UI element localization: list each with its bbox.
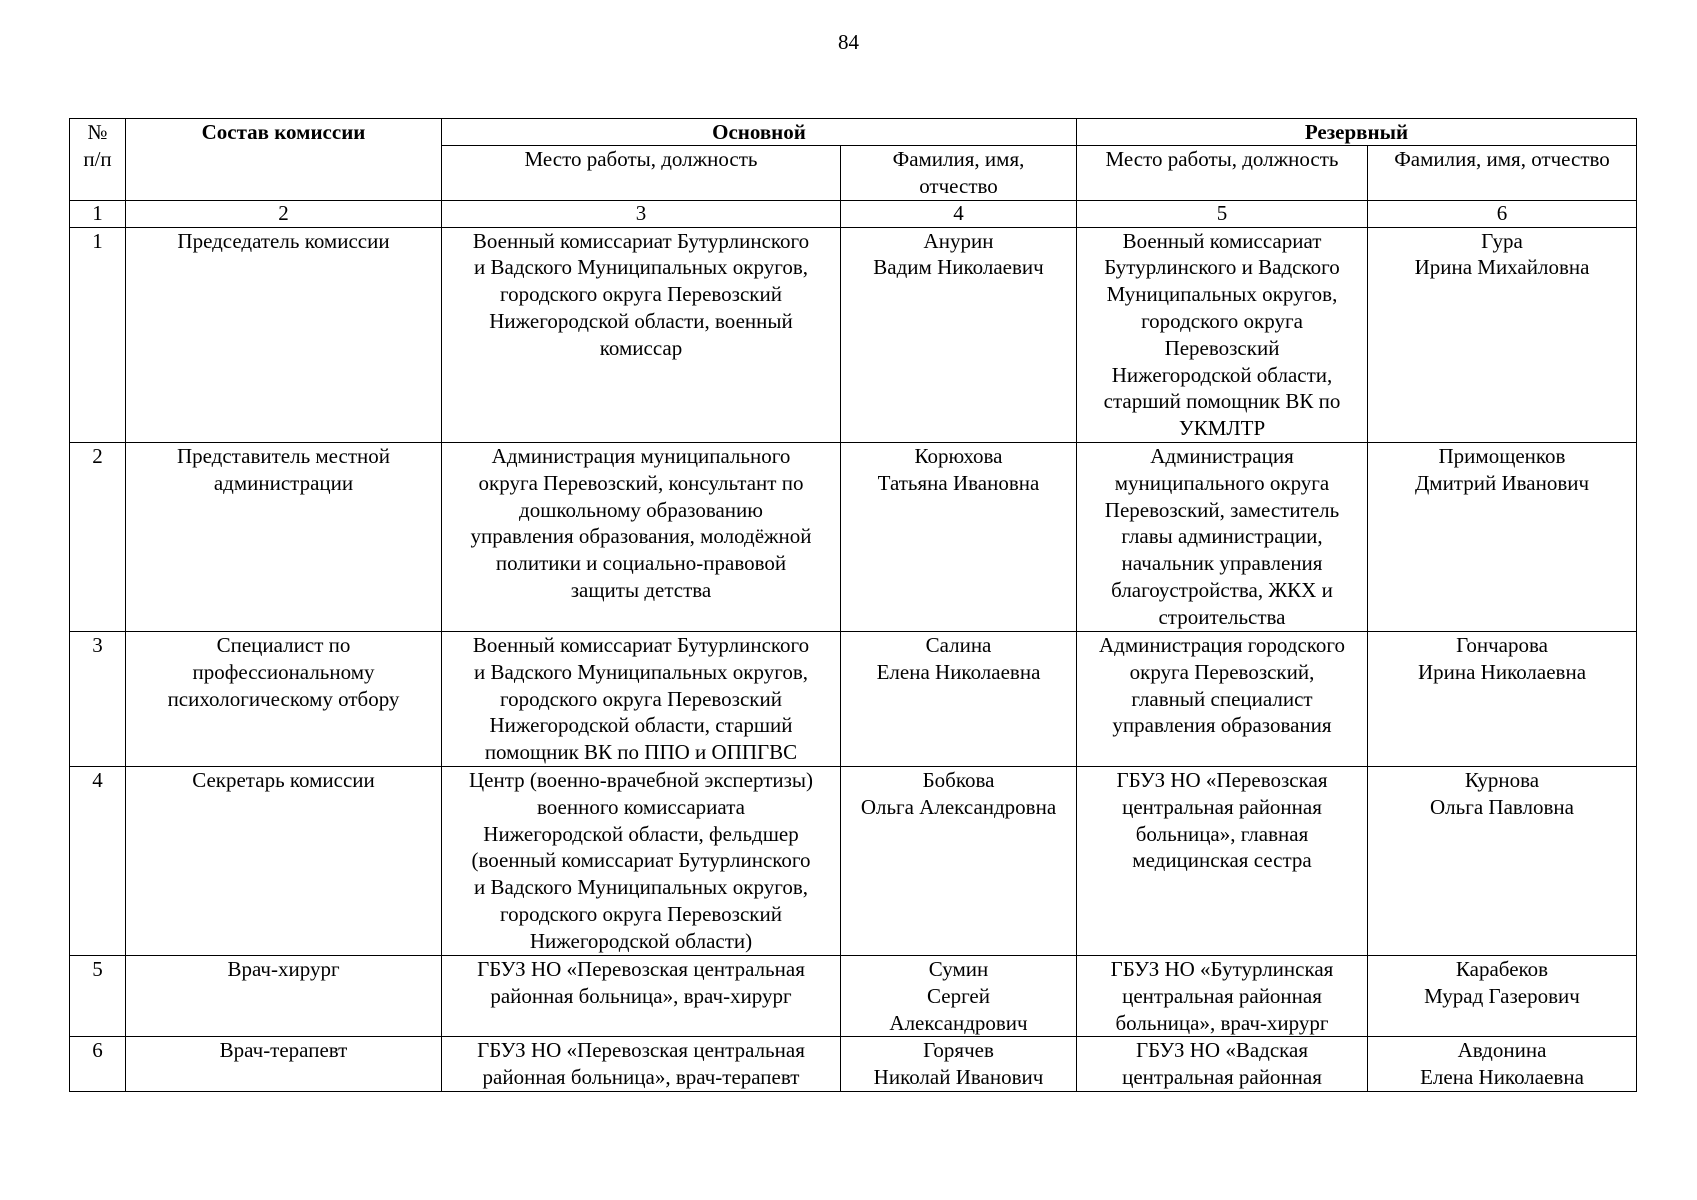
row-main-workplace: Администрация муниципального округа Перевозский, консультант по дошкольному образованию управления образования, молодёжной политики и социально-правовой защиты детства — [442, 442, 841, 631]
column-number: 3 — [442, 200, 841, 227]
column-number: 1 — [70, 200, 126, 227]
table-row — [70, 766, 1637, 955]
table-row — [70, 227, 1637, 442]
header-composition: Состав комиссии — [126, 119, 442, 201]
header-main-workplace: Место работы, должность — [442, 146, 841, 201]
header-main: Основной — [442, 119, 1077, 146]
row-role: Секретарь комиссии — [126, 766, 442, 955]
row-main-workplace: Военный комиссариат Бутурлинского и Вадского Муниципальных округов, городского округа Перевозский Нижегородской области, военный комиссар — [442, 227, 841, 442]
row-main-name: Горячев Николай Иванович — [841, 1037, 1077, 1092]
row-reserve-name: Гончарова Ирина Николаевна — [1368, 631, 1637, 766]
row-number: 6 — [70, 1037, 126, 1092]
row-number: 4 — [70, 766, 126, 955]
column-number: 6 — [1368, 200, 1637, 227]
header-reserve-workplace: Место работы, должность — [1077, 146, 1368, 201]
row-role: Председатель комиссии — [126, 227, 442, 442]
row-reserve-workplace: Военный комиссариат Бутурлинского и Вадского Муниципальных округов, городского округа Перевозский Нижегородской области, старший помощник ВК по УКМЛТР — [1077, 227, 1368, 442]
row-role: Представитель местной администрации — [126, 442, 442, 631]
row-reserve-name: Гура Ирина Михайловна — [1368, 227, 1637, 442]
row-main-workplace: ГБУЗ НО «Перевозская центральная районная больница», врач-терапевт — [442, 1037, 841, 1092]
header-main-name: Фамилия, имя, отчество — [841, 146, 1077, 201]
table-row — [70, 442, 1637, 631]
column-number: 2 — [126, 200, 442, 227]
column-number: 4 — [841, 200, 1077, 227]
row-main-name: Анурин Вадим Николаевич — [841, 227, 1077, 442]
row-reserve-workplace: ГБУЗ НО «Бутурлинская центральная районная больница», врач-хирург — [1077, 955, 1368, 1036]
row-reserve-name: Примощенков Дмитрий Иванович — [1368, 442, 1637, 631]
row-reserve-name: Карабеков Мурад Газерович — [1368, 955, 1637, 1036]
row-main-workplace: Центр (военно-врачебной экспертизы) военного комиссариата Нижегородской области, фельдшер (военный комиссариат Бутурлинского и Вадского Муниципальных округов, городского округа Перевозский Нижегородской области) — [442, 766, 841, 955]
table-row — [70, 631, 1637, 766]
row-role: Врач-хирург — [126, 955, 442, 1036]
row-reserve-workplace: ГБУЗ НО «Вадская центральная районная — [1077, 1037, 1368, 1092]
table-row — [70, 1037, 1637, 1092]
header-number: № п/п — [70, 119, 126, 201]
header-reserve-name: Фамилия, имя, отчество — [1368, 146, 1637, 201]
row-role: Врач-терапевт — [126, 1037, 442, 1092]
row-reserve-workplace: Администрация городского округа Перевозский, главный специалист управления образования — [1077, 631, 1368, 766]
commission-table — [69, 118, 1637, 1092]
row-reserve-name: Авдонина Елена Николаевна — [1368, 1037, 1637, 1092]
row-number: 1 — [70, 227, 126, 442]
column-number: 5 — [1077, 200, 1368, 227]
row-reserve-name: Курнова Ольга Павловна — [1368, 766, 1637, 955]
row-number: 3 — [70, 631, 126, 766]
page-number: 84 — [838, 30, 859, 54]
row-number: 5 — [70, 955, 126, 1036]
row-main-name: Сумин Сергей Александрович — [841, 955, 1077, 1036]
header-reserve: Резервный — [1077, 119, 1637, 146]
column-number-row — [70, 200, 1637, 227]
row-main-workplace: Военный комиссариат Бутурлинского и Вадского Муниципальных округов, городского округа Перевозский Нижегородской области, старший помощник ВК по ППО и ОППГВС — [442, 631, 841, 766]
table-row — [70, 955, 1637, 1036]
row-reserve-workplace: Администрация муниципального округа Перевозский, заместитель главы администрации, начальник управления благоустройства, ЖКХ и строительства — [1077, 442, 1368, 631]
row-main-name: Корюхова Татьяна Ивановна — [841, 442, 1077, 631]
row-main-workplace: ГБУЗ НО «Перевозская центральная районная больница», врач-хирург — [442, 955, 841, 1036]
row-reserve-workplace: ГБУЗ НО «Перевозская центральная районная больница», главная медицинская сестра — [1077, 766, 1368, 955]
row-role: Специалист по профессиональному психологическому отбору — [126, 631, 442, 766]
row-number: 2 — [70, 442, 126, 631]
row-main-name: Бобкова Ольга Александровна — [841, 766, 1077, 955]
row-main-name: Салина Елена Николаевна — [841, 631, 1077, 766]
